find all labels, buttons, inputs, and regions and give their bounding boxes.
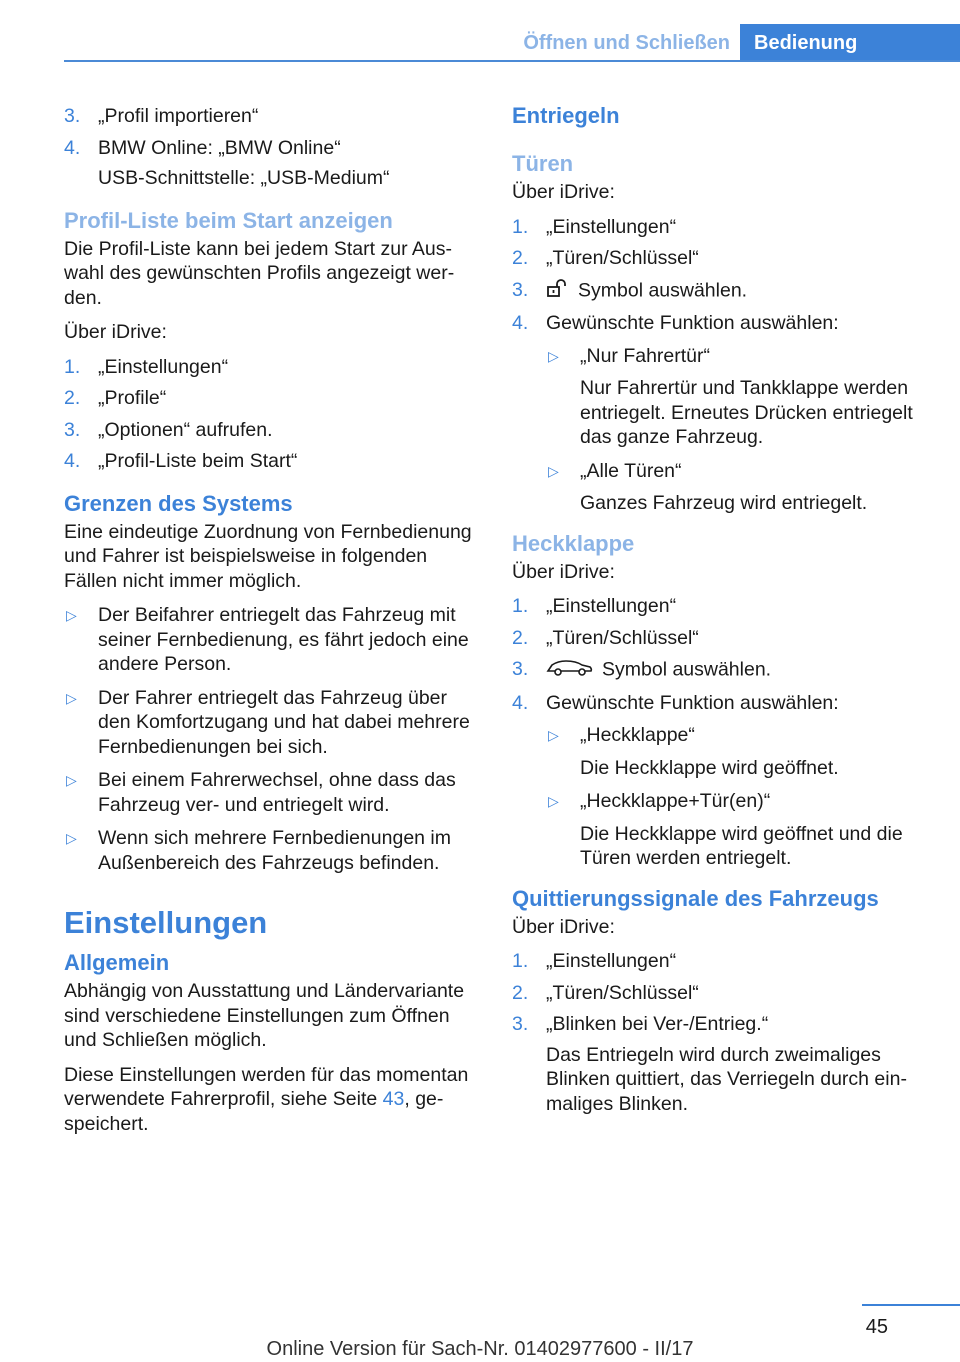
list-item: 3. „Blinken bei Ver-/Entrieg.“ Das Entriegeln wird durch zweimaliges Blinken quittiert, das Verriegeln durch einmaliges Blinken. — [512, 1013, 907, 1115]
allgemein-text-2: Diese Einstellungen werden für das momentan verwendete Fahrerprofil, siehe Seite 43, gespeichert. — [64, 1063, 469, 1135]
top-list — [64, 104, 484, 191]
list-item: ▷ Wenn sich mehrere Fernbedienungen im Außenbereich des Fahrzeugs befinden. — [66, 827, 451, 874]
online-version-note: Online Version für Sach-Nr. 01402977600 - II/17 — [266, 1338, 694, 1360]
unlock-icon — [546, 278, 570, 305]
list-item: 2. „Türen/Schlüssel“ — [512, 981, 699, 1004]
triangle-bullet-icon: ▷ — [66, 772, 77, 788]
list-item: 2. „Türen/Schlüssel“ — [512, 626, 699, 649]
list-item: 4. Gewünschte Funktion auswählen: ▷ „Heckklappe“ Die Heckklappe wird geöffnet. ▷ „Heckklappe+Tür(en)“ Die Heckklappe wird geöffnet und die Türen werden entriegelt. — [512, 691, 937, 871]
right-column — [512, 98, 937, 1123]
list-item: 2. „Türen/Schlüssel“ — [512, 247, 699, 269]
list-item: 4. Gewünschte Funktion auswählen: ▷ „Nur Fahrertür“ Nur Fahrertür und Tankklappe werden entriegelt. Erneutes Drücken entriegelt das ganze Fahrzeug. ▷ „Alle Türen“ Ganzes Fahrzeug wird entriegelt. — [512, 311, 937, 516]
profil-idrive: Über iDrive: — [64, 321, 167, 343]
tueren-list — [512, 215, 937, 516]
grenzen-text: Eine eindeutige Zuordnung von Fernbedienung und Fahrer ist beispielsweise in folgenden Fällen nicht immer möglich. — [64, 520, 472, 592]
list-item: 4. BMW Online: „BMW Online“ USB-Schnittstelle: „USB-Medium“ — [64, 136, 390, 189]
header-divider — [64, 60, 960, 62]
left-column — [64, 98, 484, 1146]
header-section-title: Öffnen und Schließen — [523, 32, 730, 54]
tueren-heading: Türen — [512, 151, 574, 176]
profil-text: Die Profil-Liste kann bei jedem Start zur Auswahl des gewünschten Profils angezeigt werden. — [64, 237, 455, 309]
allgemein-text-1: Abhängig von Ausstattung und Ländervariante sind verschiedene Einstellungen zum Öffnen und Schließen möglich. — [64, 980, 465, 1051]
triangle-bullet-icon: ▷ — [548, 727, 559, 743]
triangle-bullet-icon: ▷ — [66, 607, 77, 623]
triangle-bullet-icon: ▷ — [548, 793, 559, 809]
triangle-bullet-icon: ▷ — [66, 830, 77, 846]
list-item: 1. „Einstellungen“ — [64, 355, 229, 378]
tueren-idrive: Über iDrive: — [512, 181, 615, 203]
einstellungen-heading: Einstellungen — [64, 905, 268, 940]
page-number: 45 — [865, 1316, 888, 1338]
heckklappe-heading: Heckklappe — [512, 530, 635, 556]
list-item: ▷ Der Fahrer entriegelt das Fahrzeug über den Komfortzugang und hat dabei mehrere Fernbedienungen bei sich. — [66, 686, 470, 758]
quitt-idrive: Über iDrive: — [512, 915, 615, 938]
heckklappe-idrive: Über iDrive: — [512, 560, 615, 583]
list-item: 3. Symbol auswählen. — [512, 657, 937, 684]
heckklappe-list — [512, 594, 937, 871]
car-icon — [546, 657, 594, 684]
list-item: 4. „Profil-Liste beim Start“ — [64, 450, 298, 472]
profil-heading: Profil-Liste beim Start anzeigen — [64, 207, 393, 233]
triangle-bullet-icon: ▷ — [548, 462, 559, 479]
list-item: 1. „Einstellungen“ — [512, 215, 677, 238]
allgemein-heading: Allgemein — [64, 950, 170, 975]
profil-list — [64, 355, 484, 474]
grenzen-bullets — [64, 603, 484, 875]
quitt-heading: Quittierungssignale des Fahrzeugs — [512, 885, 879, 911]
page-link[interactable]: 43 — [382, 1088, 405, 1110]
list-item: ▷ Bei einem Fahrerwechsel, ohne dass das Fahrzeug ver- und entriegelt wird. — [66, 769, 456, 816]
triangle-bullet-icon: ▷ — [548, 347, 559, 364]
list-item: ▷ „Heckklappe+Tür(en)“ Die Heckklappe wird geöffnet und die Türen werden entriegelt. — [548, 790, 903, 869]
list-item: ▷ Der Beifahrer entriegelt das Fahrzeug mit seiner Fernbedienung, es fährt jedoch eine andere Person. — [66, 604, 469, 675]
list-item: ▷ „Heckklappe“ Die Heckklappe wird geöffnet. — [548, 724, 839, 779]
list-item: 1. „Einstellungen“ — [512, 595, 677, 617]
list-item: 3. „Optionen“ aufrufen. — [64, 418, 273, 441]
list-item: ▷ „Alle Türen“ Ganzes Fahrzeug wird entriegelt. — [548, 459, 868, 514]
header-tab-bedienung[interactable]: Bedienung — [740, 24, 960, 62]
footer-divider — [862, 1304, 960, 1306]
entriegeln-heading: Entriegeln — [512, 103, 620, 128]
list-item: 1. „Einstellungen“ — [512, 950, 677, 972]
list-item: 2. „Profile“ — [64, 387, 167, 409]
list-item: ▷ „Nur Fahrertür“ Nur Fahrertür und Tankklappe werden entriegelt. Erneutes Drücken entriegelt das ganze Fahrzeug. — [548, 344, 913, 448]
heckklappe-options — [546, 723, 937, 871]
list-item: 3. Symbol auswählen. — [512, 278, 937, 305]
quitt-list — [512, 949, 937, 1116]
triangle-bullet-icon: ▷ — [66, 689, 77, 706]
tueren-options — [546, 344, 937, 516]
list-item: 3. „Profil importieren“ — [64, 105, 259, 127]
grenzen-heading: Grenzen des Systems — [64, 490, 293, 516]
